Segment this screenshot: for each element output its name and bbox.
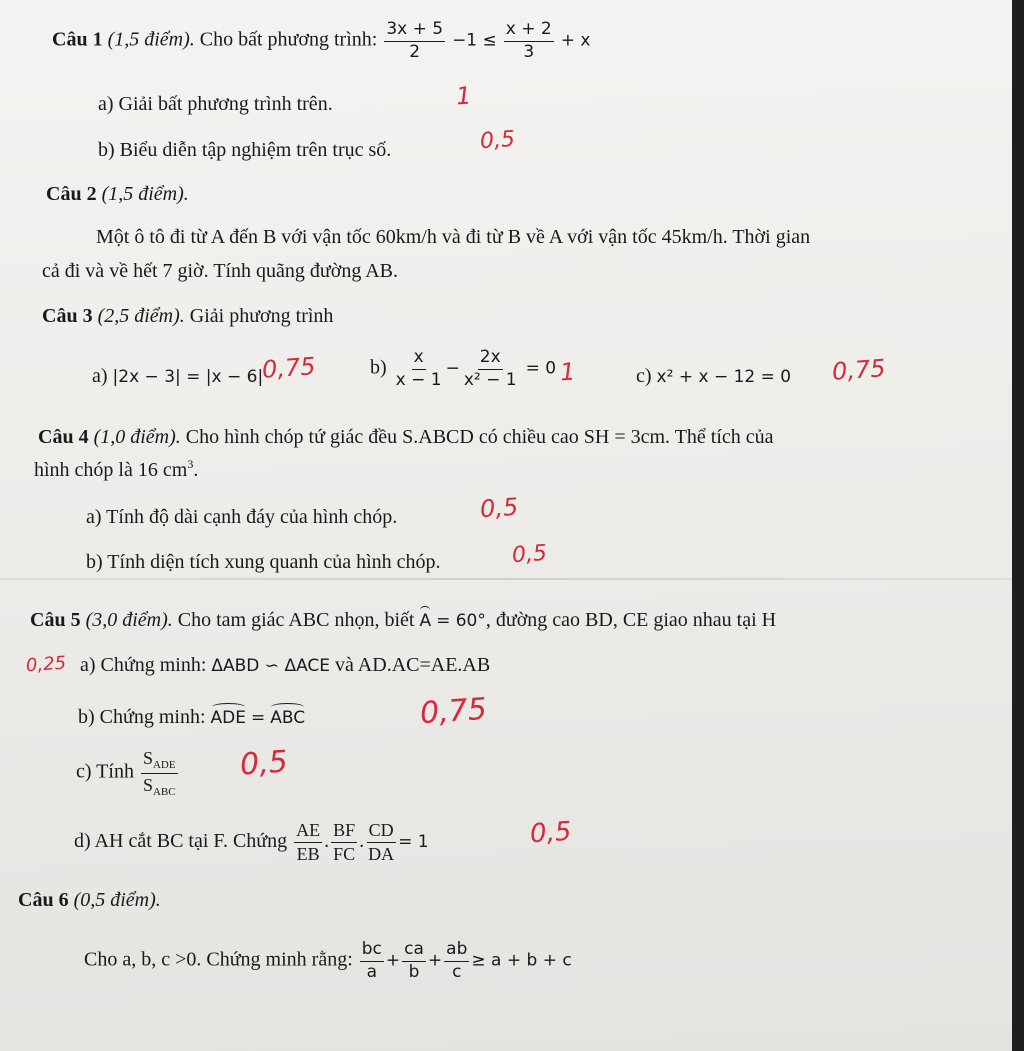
q4-part-a: a) Tính độ dài cạnh đáy của hình chóp. <box>86 506 398 528</box>
q2-line-1: Một ô tô đi từ A đến B với vận tốc 60km/h và đi từ B về A với vận tốc 45km/h. Thời gian <box>96 226 811 248</box>
q3-b-fraction-1: $\frac{x}{x - 1}$ <box>395 347 442 390</box>
q4-line-1: Cho hình chóp tứ giác đều S.ABCD có chiều cao SH = 3cm. Thể tích của <box>185 426 774 448</box>
q5-b-angle-abc: ABC <box>270 708 306 728</box>
q4-part-b: b) Tính diện tích xung quanh của hình chóp. <box>86 551 441 573</box>
q6-fraction-3: $\frac{ab}{c}$ <box>446 939 468 982</box>
q4-line-2: hình chóp là 16 $cm^3$. <box>34 457 199 481</box>
grade-mark-q5a: 0,25 <box>25 652 67 677</box>
paper-fold <box>0 578 1012 580</box>
q1-fraction-2: $\frac{x + 2}{3}$ <box>505 19 552 62</box>
q5-d-fraction-1: $\frac{AE}{EB}$ <box>296 820 321 864</box>
q5-heading: Câu 5 (3,0 điểm). Cho tam giác ABC nhọn, biết A = 60°, đường cao BD, CE giao nhau tại H <box>30 609 777 631</box>
q5-part-c: c) Tính $\frac{S_{ADE}}{S_{ABC}}$ <box>76 748 176 798</box>
q1-intro: Cho bất phương trình: <box>199 28 378 51</box>
q4-points: (1,0 điểm). <box>93 426 181 448</box>
q1-part-a: a) Giải bất phương trình trên. <box>98 93 333 115</box>
q6-heading <box>18 888 161 912</box>
q1-label: Câu 1 <box>52 28 103 51</box>
q5-part-b: b) Chứng minh: ADE = ABC <box>78 706 306 728</box>
q6-statement: Cho a, b, c >0. Chứng minh rằng: $\frac{bc}{a}$ + $\frac{ca}{b}$ + $\frac{ab}{c}$ ≥ a + b + c <box>84 939 572 982</box>
q3-c-expression: x² + x − 12 = 0 <box>656 367 792 387</box>
q3-intro: Giải phương trình <box>189 305 334 327</box>
q1-tail: + x <box>560 30 591 51</box>
q5-a-similarity: ΔABD ∽ ΔACE <box>211 656 331 676</box>
q4-label: Câu 4 <box>38 426 89 448</box>
q5-d-fraction-3: $\frac{CD}{DA}$ <box>368 820 395 864</box>
q6-label: Câu 6 <box>18 889 69 911</box>
q5-part-a: a) Chứng minh: ΔABD ∽ ΔACE và AD.AC=AE.AB <box>80 654 491 676</box>
q5-c-area-ratio: $\frac{S_{ADE}}{S_{ABC}}$ <box>142 748 176 798</box>
grade-mark-q5b: 0,75 <box>418 691 488 732</box>
q6-fraction-1: $\frac{bc}{a}$ <box>361 939 382 982</box>
q1-part-b: b) Biểu diễn tập nghiệm trên trục số. <box>98 139 392 161</box>
q5-label: Câu 5 <box>30 609 81 631</box>
q6-fraction-2: $\frac{ca}{b}$ <box>404 939 424 982</box>
q1-fraction-1: $\frac{3x + 5}{2}$ <box>386 19 444 62</box>
q2-line-2: cả đi và về hết 7 giờ. Tính quãng đường AB. <box>42 260 399 282</box>
grade-mark-q1b: 0,5 <box>479 126 516 155</box>
q5-b-angle-ade: ADE <box>210 708 246 728</box>
q1-heading <box>52 20 590 62</box>
grade-mark-q4b: 0,5 <box>511 540 548 569</box>
q4-heading <box>38 425 774 449</box>
q5-intro: Cho tam giác ABC nhọn, biết <box>177 609 415 631</box>
q2-label: Câu 2 <box>46 183 97 205</box>
q3-points: (2,5 điểm). <box>97 305 185 327</box>
q5-angle: A <box>419 611 432 631</box>
q3-part-b: b) $\frac{x}{x - 1}$ − $\frac{2x}{\text{x² − 1}}$ = 0 <box>370 347 557 390</box>
q2-points: (1,5 điểm). <box>101 183 189 205</box>
q3-a-expression: |2x − 3| = |x − 6| <box>112 367 264 387</box>
q3-part-a: a) |2x − 3| = |x − 6| <box>92 365 264 387</box>
q3-b-fraction-2: $\frac{2x}{\text{x² − 1}}$ <box>463 347 517 390</box>
q2-heading <box>46 182 189 206</box>
q1-mid: −1 ≤ <box>452 30 497 51</box>
q5-d-fraction-2: $\frac{BF}{FC}$ <box>333 820 356 864</box>
grade-mark-q5d: 0,5 <box>529 816 573 850</box>
q5-part-d: d) AH cắt BC tại F. Chứng $\frac{AE}{EB}$ . $\frac{BF}{FC}$ . $\frac{CD}{DA}$ = 1 <box>74 820 429 864</box>
q1-points: (1,5 điểm). <box>107 28 195 51</box>
grade-mark-q3b: 1 <box>559 357 577 387</box>
q3-heading <box>42 304 333 328</box>
grade-mark-q4a: 0,5 <box>479 492 520 524</box>
grade-mark-q3a: 0,75 <box>261 352 317 384</box>
grade-mark-q3c: 0,75 <box>831 354 887 386</box>
q3-part-c: c) x² + x − 12 = 0 <box>636 365 792 387</box>
q3-label: Câu 3 <box>42 305 93 327</box>
q6-points: (0,5 điểm). <box>73 889 161 911</box>
q5-points: (3,0 điểm). <box>85 609 173 631</box>
grade-mark-q1a: 1 <box>455 81 473 111</box>
grade-mark-q5c: 0,5 <box>238 744 289 783</box>
